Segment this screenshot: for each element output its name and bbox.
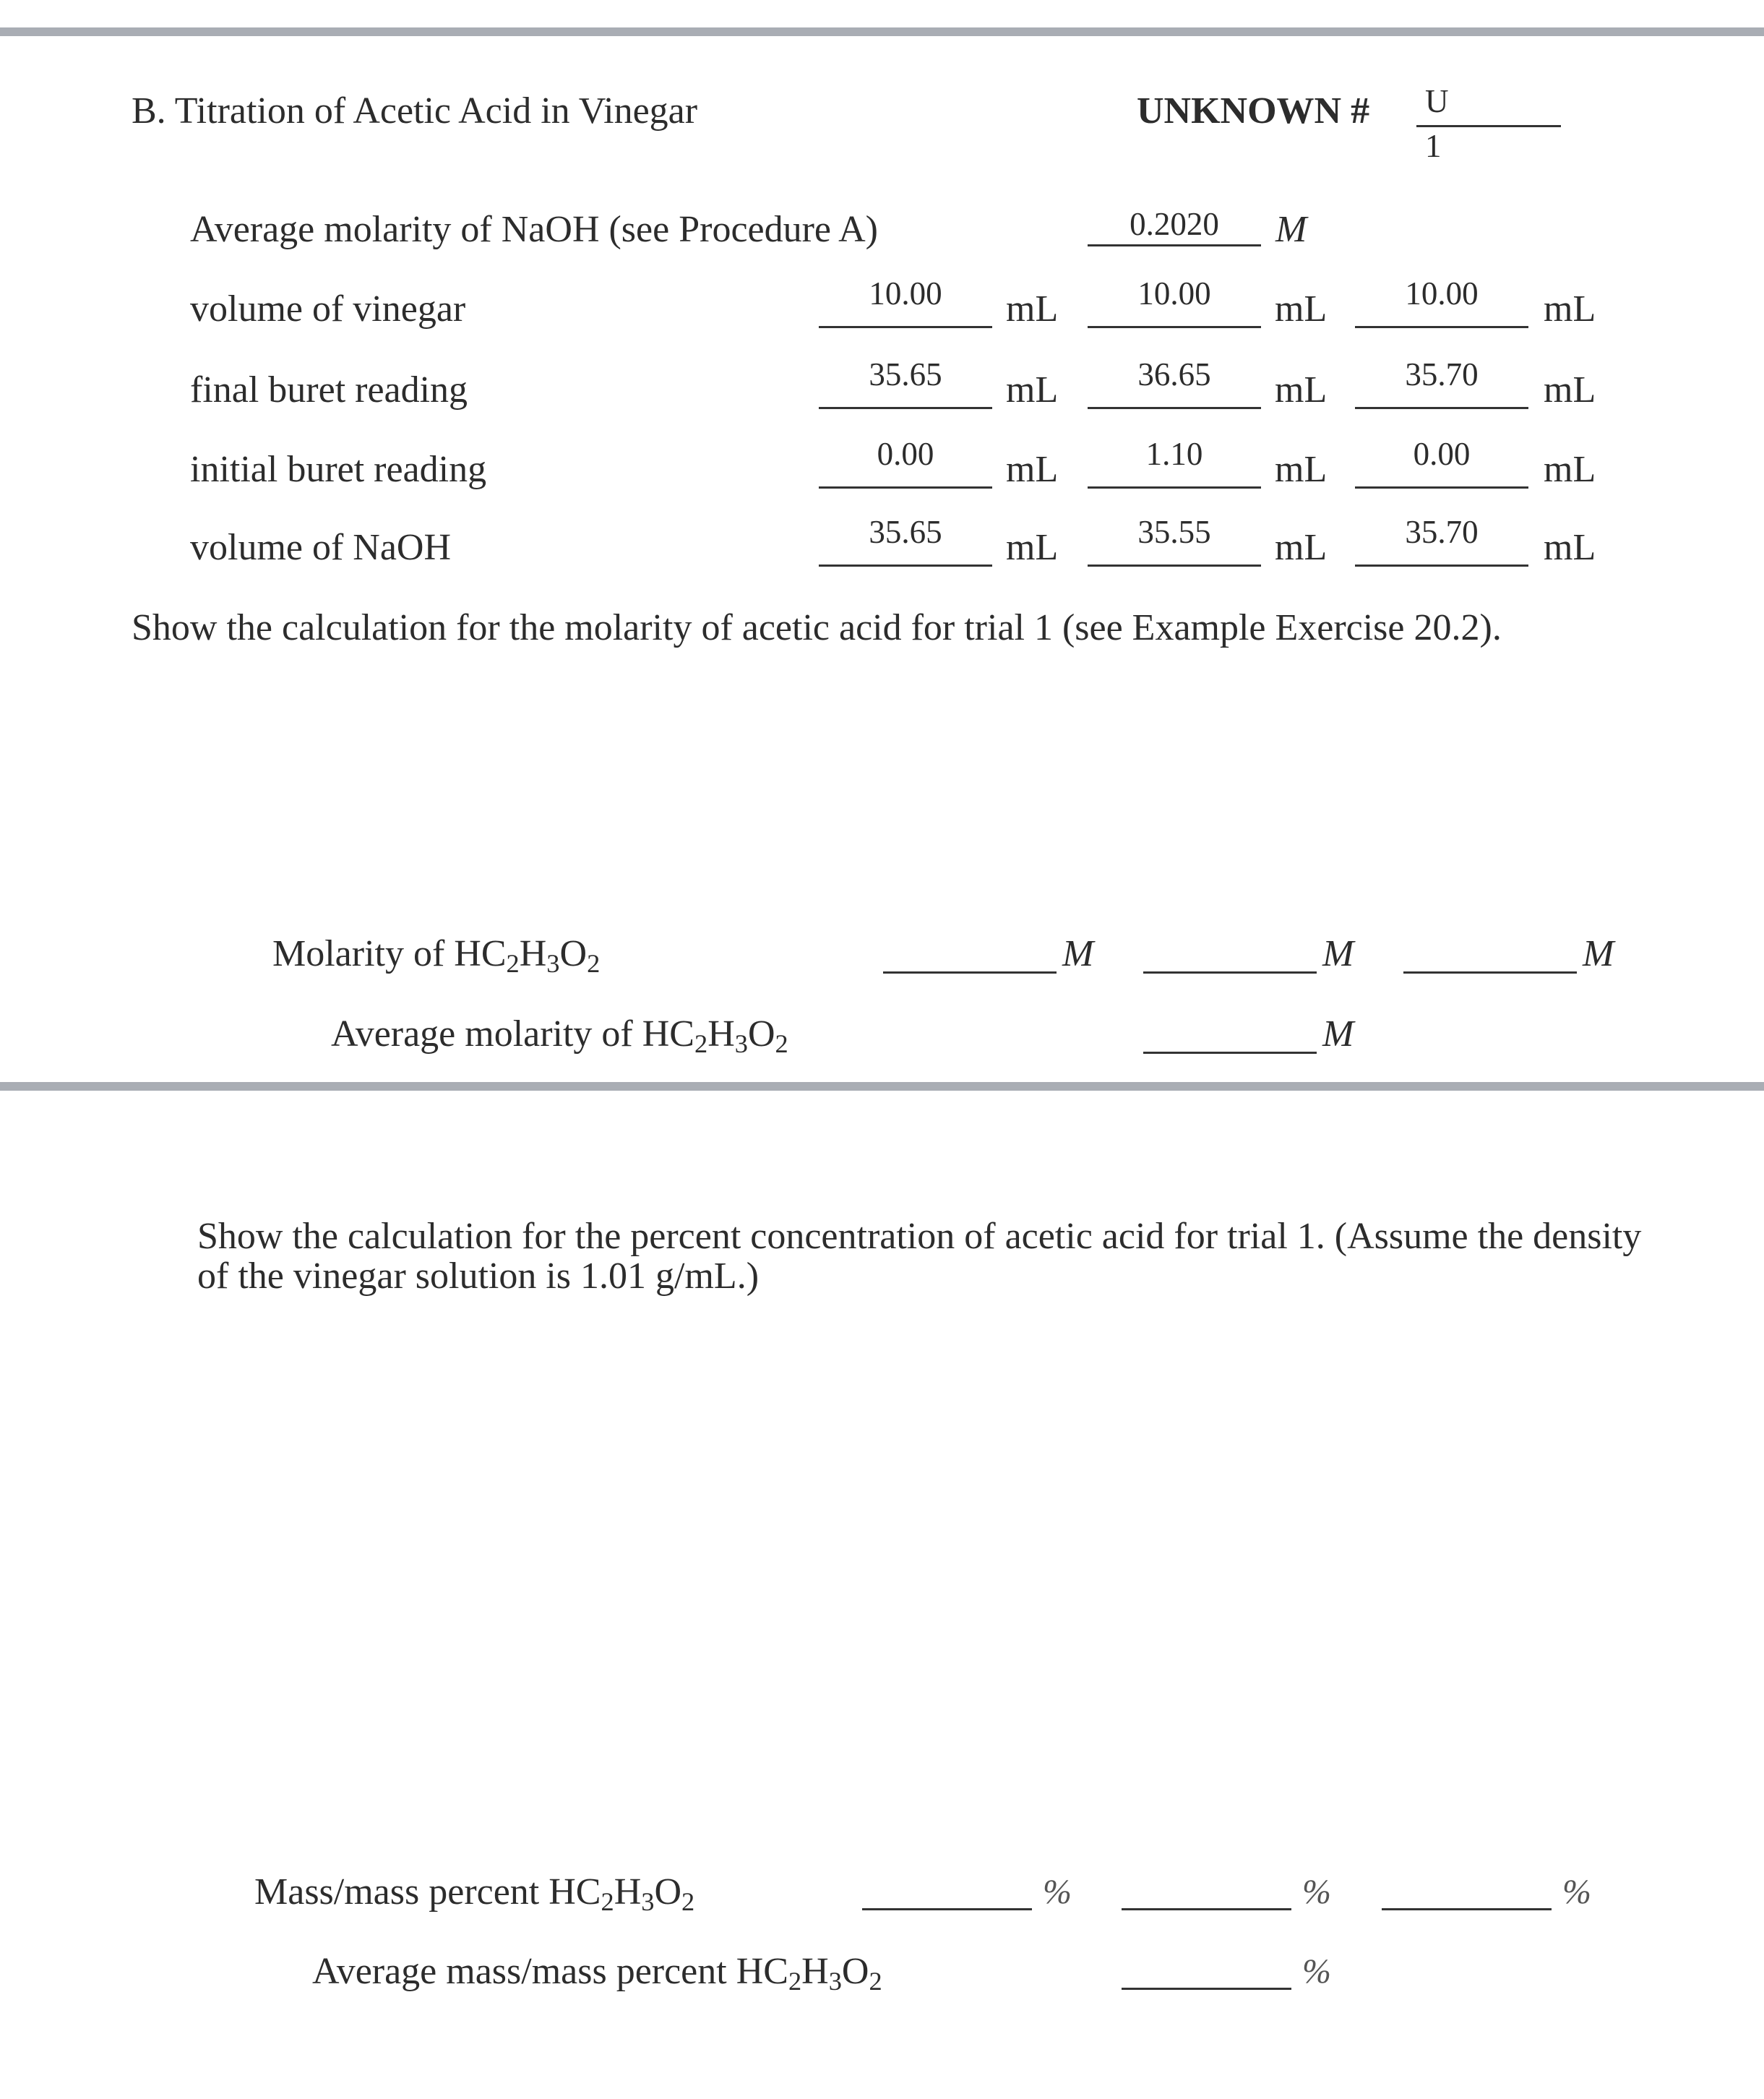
naoh-volume-trial-2-value[interactable]: 35.55 bbox=[1137, 514, 1211, 550]
vinegar-volume-trial-1-line bbox=[819, 326, 992, 328]
average-molarity-label: Average molarity of $HC_2H_3O_2$ bbox=[331, 1013, 788, 1059]
calc2-instruction-line1: Show the calculation for the percent concentration of acetic acid for trial 1. (Assume the density bbox=[197, 1216, 1642, 1257]
vinegar-volume-trial-1-value[interactable]: 10.00 bbox=[869, 275, 942, 312]
naoh-molarity-line bbox=[1088, 244, 1261, 246]
section-title: B. Titration of Acetic Acid in Vinegar bbox=[132, 90, 698, 132]
unknown-label: UNKNOWN # bbox=[1137, 90, 1370, 132]
vinegar-volume-trial-2-value[interactable]: 10.00 bbox=[1137, 275, 1211, 312]
vinegar-volume-trial-3-value[interactable]: 10.00 bbox=[1405, 275, 1479, 312]
naoh-volume-trial-2-line bbox=[1088, 565, 1261, 567]
naoh-volume-trial-3-line bbox=[1355, 565, 1528, 567]
naoh-volume-trial-1-line bbox=[819, 565, 992, 567]
mass-percent-label: Mass/mass percent $HC_2H_3O_2$ bbox=[254, 1871, 695, 1917]
final-buret-label: final buret reading bbox=[190, 369, 468, 411]
naoh-volume-unit-2: mL bbox=[1275, 527, 1328, 568]
average-molarity-line[interactable] bbox=[1143, 1052, 1317, 1054]
initial-buret-label: initial buret reading bbox=[190, 449, 487, 490]
final-buret-trial-1-value[interactable]: 35.65 bbox=[869, 356, 942, 392]
initial-buret-trial-2-line bbox=[1088, 486, 1261, 489]
percent-unit-1: % bbox=[1043, 1873, 1072, 1911]
vinegar-volume-trial-2-line bbox=[1088, 326, 1261, 328]
final-buret-trial-2-value[interactable]: 36.65 bbox=[1137, 356, 1211, 392]
calc1-instruction: Show the calculation for the molarity of acetic acid for trial 1 (see Example Exercise 20.2). bbox=[132, 607, 1502, 648]
percent-trial-1-line[interactable] bbox=[862, 1908, 1032, 1910]
unknown-value-top: U bbox=[1425, 83, 1449, 119]
calc2-instruction-line2: of the vinegar solution is 1.01 g/mL.) bbox=[197, 1255, 760, 1297]
average-percent-line[interactable] bbox=[1122, 1988, 1291, 1990]
final-buret-trial-3-value[interactable]: 35.70 bbox=[1405, 356, 1479, 392]
vinegar-volume-unit-1: mL bbox=[1006, 288, 1059, 330]
molarity-unit-3: M bbox=[1583, 933, 1614, 974]
middle-divider bbox=[0, 1082, 1764, 1091]
final-buret-unit-1: mL bbox=[1006, 369, 1059, 411]
final-buret-unit-3: mL bbox=[1544, 369, 1596, 411]
molarity-trial-1-line[interactable] bbox=[883, 971, 1057, 974]
vinegar-volume-trial-3-line bbox=[1355, 326, 1528, 328]
initial-buret-trial-1-value[interactable]: 0.00 bbox=[877, 436, 934, 472]
initial-buret-trial-3-line bbox=[1355, 486, 1528, 489]
final-buret-trial-2-line bbox=[1088, 407, 1261, 409]
average-mass-percent-label: Average mass/mass percent $HC_2H_3O_2$ bbox=[312, 1951, 882, 1996]
initial-buret-trial-3-value[interactable]: 0.00 bbox=[1413, 436, 1471, 472]
percent-unit-3: % bbox=[1562, 1873, 1591, 1911]
molarity-trial-2-line[interactable] bbox=[1143, 971, 1317, 974]
naoh-molarity-label: Average molarity of NaOH (see Procedure A) bbox=[190, 209, 878, 250]
percent-unit-2: % bbox=[1302, 1873, 1331, 1911]
unknown-underline bbox=[1416, 125, 1561, 127]
unknown-value-bottom: 1 bbox=[1425, 128, 1442, 164]
initial-buret-unit-2: mL bbox=[1275, 449, 1328, 490]
naoh-volume-trial-1-value[interactable]: 35.65 bbox=[869, 514, 942, 550]
average-percent-unit: % bbox=[1302, 1952, 1331, 1991]
initial-buret-trial-1-line bbox=[819, 486, 992, 489]
average-molarity-unit: M bbox=[1322, 1013, 1354, 1055]
molarity-label: Molarity of $HC_2H_3O_2$ bbox=[272, 933, 601, 979]
top-divider bbox=[0, 27, 1764, 36]
initial-buret-trial-2-value[interactable]: 1.10 bbox=[1145, 436, 1203, 472]
final-buret-trial-1-line bbox=[819, 407, 992, 409]
final-buret-unit-2: mL bbox=[1275, 369, 1328, 411]
naoh-molarity-value[interactable]: 0.2020 bbox=[1130, 206, 1219, 242]
vinegar-volume-unit-2: mL bbox=[1275, 288, 1328, 330]
naoh-volume-label: volume of NaOH bbox=[190, 527, 452, 568]
naoh-molarity-unit: M bbox=[1275, 209, 1307, 250]
molarity-trial-3-line[interactable] bbox=[1403, 971, 1577, 974]
initial-buret-unit-3: mL bbox=[1544, 449, 1596, 490]
final-buret-trial-3-line bbox=[1355, 407, 1528, 409]
percent-trial-2-line[interactable] bbox=[1122, 1908, 1291, 1910]
naoh-volume-unit-3: mL bbox=[1544, 527, 1596, 568]
naoh-volume-trial-3-value[interactable]: 35.70 bbox=[1405, 514, 1479, 550]
molarity-unit-2: M bbox=[1322, 933, 1354, 974]
percent-trial-3-line[interactable] bbox=[1382, 1908, 1552, 1910]
vinegar-volume-label: volume of vinegar bbox=[190, 288, 466, 330]
vinegar-volume-unit-3: mL bbox=[1544, 288, 1596, 330]
initial-buret-unit-1: mL bbox=[1006, 449, 1059, 490]
molarity-unit-1: M bbox=[1062, 933, 1094, 974]
naoh-volume-unit-1: mL bbox=[1006, 527, 1059, 568]
